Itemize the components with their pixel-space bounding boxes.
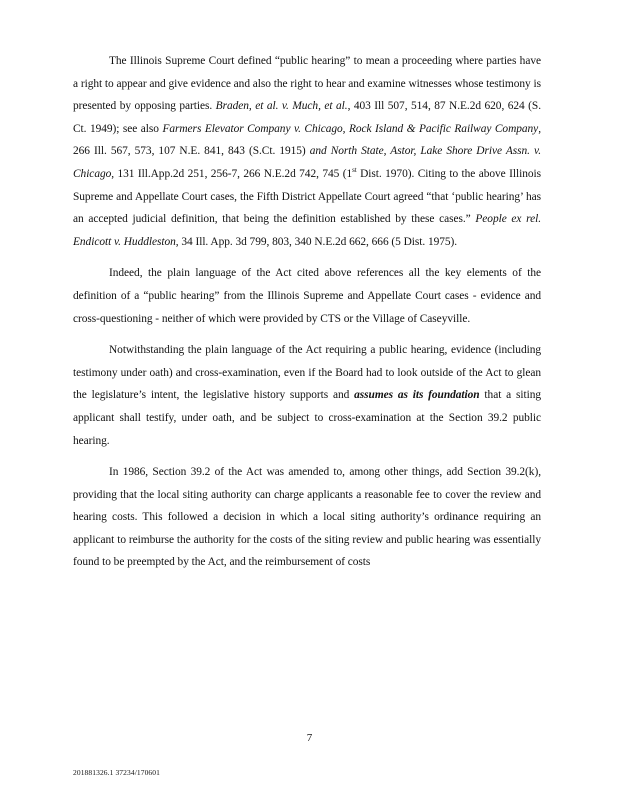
text-segment: Dist. 1970). Citing to the above Illinois Supreme and Appellate Court cases, the Fifth District Appellate Court agreed “that ‘public hearing’ has an accepted judicial definition, that being the definition established by these cases.” (73, 167, 541, 226)
document-body (73, 50, 541, 583)
text-segment: , 34 Ill. App. 3d 799, 803, 340 N.E.2d 662, 666 (5 Dist. 1975). (175, 235, 458, 248)
superscript-text: st (352, 166, 357, 175)
text-segment: , 131 Ill.App.2d 251, 256-7, 266 N.E.2d 742, 745 (1 (111, 167, 353, 180)
text-segment: The Illinois Supreme Court defined “public hearing” to mean a proceeding where parties have a right to appear and give evidence and also the right to hear and examine witnesses whose testimony is presented by opposing parties. (73, 55, 541, 113)
text-segment: , 403 Ill 507, 514, 87 N.E.2d 620, 624 (S. Ct. 1949); see also (73, 100, 541, 135)
case-citation: People ex rel. Endicott v. Huddleston (73, 213, 541, 248)
case-citation: Braden, et al. v. Much, et al. (215, 100, 348, 113)
text-segment: In 1986, Section 39.2 of the Act was amended to, among other things, add Section 39.2(k), providing that the local siting authority can charge applicants a reasonable fee to cover the review and hearing costs. This followed a decision in which a local siting authority’s ordinance requiring an applicant to reimburse the authority for the costs of the siting review and public hearing was essentially found to be preempted by the Act, and the reimbursement of costs (73, 466, 541, 569)
paragraph (73, 461, 541, 574)
document-id: 201881326.1 37234/170601 (73, 768, 160, 777)
paragraph (73, 50, 541, 253)
text-segment: Notwithstanding the plain language of the Act requiring a public hearing, evidence (including testimony under oath) and cross-examination, even if the Board had to look outside of the Act to glean the legislature’s intent, the legislative history supports and (73, 344, 541, 402)
emphasized-text: assumes as its foundation (354, 389, 480, 402)
page-number: 7 (306, 732, 313, 744)
case-citation: and North State, Astor, Lake Shore Drive Assn. v. Chicago (73, 145, 541, 180)
case-citation: Farmers Elevator Company v. Chicago, Rock Island & Pacific Railway Company (162, 122, 539, 135)
text-segment: Indeed, the plain language of the Act cited above references all the key elements of the definition of a “public hearing” from the Illinois Supreme and Appellate Court cases - evidence and cross-questioning - neither of which were provided by CTS or the Village of Caseyville. (73, 267, 541, 325)
paragraph (73, 339, 541, 452)
text-segment: , 266 Ill. 567, 573, 107 N.E. 841, 843 (S.Ct. 1915) (73, 122, 541, 158)
paragraph (73, 262, 541, 330)
text-segment: that a siting applicant shall testify, under oath, and be subject to cross-examination at the Section 39.2 public hearing. (73, 389, 542, 447)
